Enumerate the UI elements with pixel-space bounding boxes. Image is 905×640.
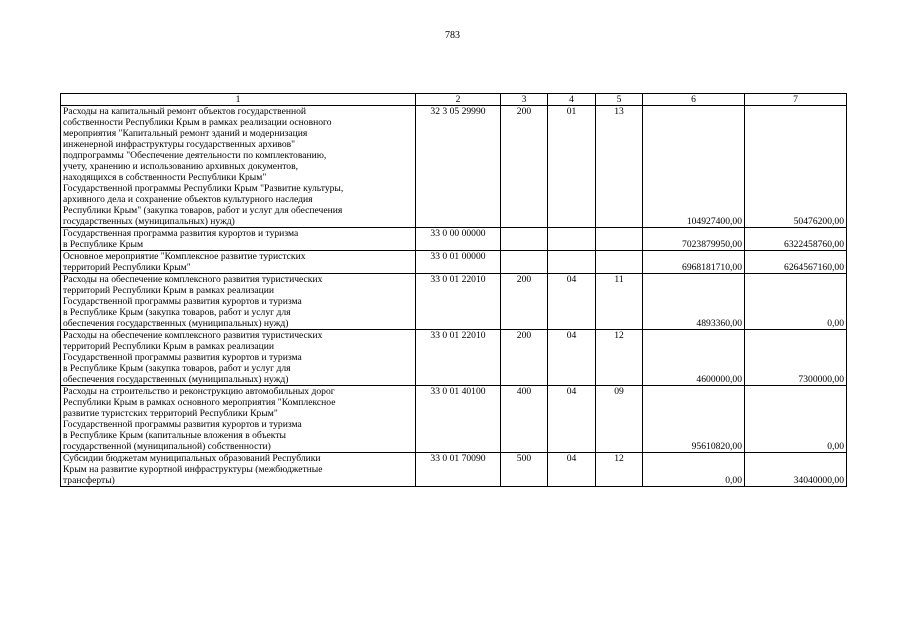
description-line: в Республике Крым (закупка товаров, работ и услуг для — [63, 363, 291, 374]
description-line: Государственной программы развития курортов и туризма — [63, 352, 302, 363]
description-line: подпрограммы "Обеспечение деятельности по комплектованию, — [63, 150, 327, 161]
amount-year-2: 0,00 — [745, 274, 847, 330]
description-line: Государственная программа развития курортов и туризма — [63, 228, 299, 239]
table-row — [61, 330, 847, 386]
amount-year-2: 0,00 — [745, 386, 847, 453]
column-header: 4 — [548, 94, 596, 106]
row-description — [61, 330, 416, 386]
description-line: Расходы на обеспечение комплексного развития туристических — [63, 330, 323, 341]
page-number: 783 — [445, 30, 460, 41]
amount-year-1: 104927400,00 — [643, 106, 745, 228]
amount-year-2: 6322458760,00 — [745, 228, 847, 251]
amount-year-1: 7023879950,00 — [643, 228, 745, 251]
column-header: 5 — [596, 94, 643, 106]
description-line: обеспечения государственных (муниципальных) нужд) — [63, 374, 289, 385]
description-line: трансферты) — [63, 475, 115, 486]
subsection-code: 11 — [596, 274, 643, 330]
expense-type-code: 400 — [501, 386, 548, 453]
description-line: Государственной программы Республики Крым "Развитие культуры, — [63, 183, 344, 194]
description-line: в Республике Крым (закупка товаров, работ и услуг для — [63, 307, 291, 318]
expense-type-code: 500 — [501, 453, 548, 487]
amount-year-1: 4893360,00 — [643, 274, 745, 330]
row-description — [61, 453, 416, 487]
description-line: учету, хранению и использованию архивных документов, — [63, 161, 298, 172]
section-code: 04 — [548, 274, 596, 330]
expense-type-code: 200 — [501, 330, 548, 386]
description-line: территорий Республики Крым в рамках реализации — [63, 285, 275, 296]
description-line: в Республике Крым (капитальные вложения в объекты — [63, 430, 286, 441]
description-line: Расходы на обеспечение комплексного развития туристических — [63, 274, 323, 285]
description-line: развитие туристских территорий Республики Крым" — [63, 408, 278, 419]
target-article-code: 33 0 01 22010 — [416, 330, 501, 386]
row-description — [61, 386, 416, 453]
description-line: территорий Республики Крым" — [63, 262, 191, 273]
target-article-code: 33 0 01 40100 — [416, 386, 501, 453]
amount-year-1: 0,00 — [643, 453, 745, 487]
description-line: Республики Крым" (закупка товаров, работ и услуг для обеспечения — [63, 205, 343, 216]
description-line: Государственной программы развития курортов и туризма — [63, 419, 302, 430]
section-code — [548, 228, 596, 251]
subsection-code: 09 — [596, 386, 643, 453]
description-line: архивного дела и сохранение объектов культурного наследия — [63, 194, 313, 205]
table-header-row — [61, 94, 847, 106]
table-row — [61, 106, 847, 228]
description-line: Государственной программы развития курортов и туризма — [63, 296, 302, 307]
subsection-code — [596, 251, 643, 274]
description-line: обеспечения государственных (муниципальных) нужд) — [63, 318, 289, 329]
target-article-code: 33 0 01 00000 — [416, 251, 501, 274]
expense-type-code — [501, 228, 548, 251]
target-article-code: 33 0 01 22010 — [416, 274, 501, 330]
amount-year-1: 95610820,00 — [643, 386, 745, 453]
description-line: территорий Республики Крым в рамках реализации — [63, 341, 275, 352]
column-header: 3 — [501, 94, 548, 106]
description-line: Крым на развитие курортной инфраструктуры (межбюджетные — [63, 464, 323, 475]
target-article-code: 33 0 00 00000 — [416, 228, 501, 251]
description-line: инженерной инфраструктуры государственных архивов" — [63, 139, 296, 150]
target-article-code: 33 0 01 70090 — [416, 453, 501, 487]
column-header: 7 — [745, 94, 847, 106]
description-line: государственных (муниципальных) нужд) — [63, 216, 235, 227]
description-line: Расходы на капитальный ремонт объектов государственной — [63, 106, 307, 117]
description-line: находящихся в собственности Республики Крым" — [63, 172, 267, 183]
column-header: 2 — [416, 94, 501, 106]
subsection-code — [596, 228, 643, 251]
description-line: Основное мероприятие "Комплексное развитие туристских — [63, 251, 306, 262]
row-description — [61, 106, 416, 228]
description-line: Расходы на строительство и реконструкцию автомобильных дорог — [63, 386, 335, 397]
table-row — [61, 251, 847, 274]
table-row — [61, 228, 847, 251]
section-code — [548, 251, 596, 274]
amount-year-2: 7300000,00 — [745, 330, 847, 386]
table-row — [61, 274, 847, 330]
row-description — [61, 274, 416, 330]
amount-year-1: 4600000,00 — [643, 330, 745, 386]
column-header: 1 — [61, 94, 416, 106]
table-row — [61, 386, 847, 453]
description-line: государственной (муниципальной) собственности) — [63, 441, 271, 452]
description-line: мероприятия "Капитальный ремонт зданий и модернизация — [63, 128, 308, 139]
section-code: 01 — [548, 106, 596, 228]
amount-year-2: 34040000,00 — [745, 453, 847, 487]
description-line: в Республике Крым — [63, 239, 144, 250]
subsection-code: 13 — [596, 106, 643, 228]
amount-year-2: 6264567160,00 — [745, 251, 847, 274]
description-line: Субсидии бюджетам муниципальных образований Республики — [63, 453, 321, 464]
target-article-code: 32 3 05 29990 — [416, 106, 501, 228]
amount-year-2: 50476200,00 — [745, 106, 847, 228]
amount-year-1: 6968181710,00 — [643, 251, 745, 274]
section-code: 04 — [548, 453, 596, 487]
description-line: собственности Республики Крым в рамках реализации основного — [63, 117, 332, 128]
expense-type-code: 200 — [501, 274, 548, 330]
expense-type-code: 200 — [501, 106, 548, 228]
expense-type-code — [501, 251, 548, 274]
row-description — [61, 251, 416, 274]
row-description — [61, 228, 416, 251]
section-code: 04 — [548, 330, 596, 386]
budget-table — [60, 93, 847, 487]
table-row — [61, 453, 847, 487]
subsection-code: 12 — [596, 330, 643, 386]
subsection-code: 12 — [596, 453, 643, 487]
section-code: 04 — [548, 386, 596, 453]
column-header: 6 — [643, 94, 745, 106]
description-line: Республики Крым в рамках основного мероприятия "Комплексное — [63, 397, 336, 408]
